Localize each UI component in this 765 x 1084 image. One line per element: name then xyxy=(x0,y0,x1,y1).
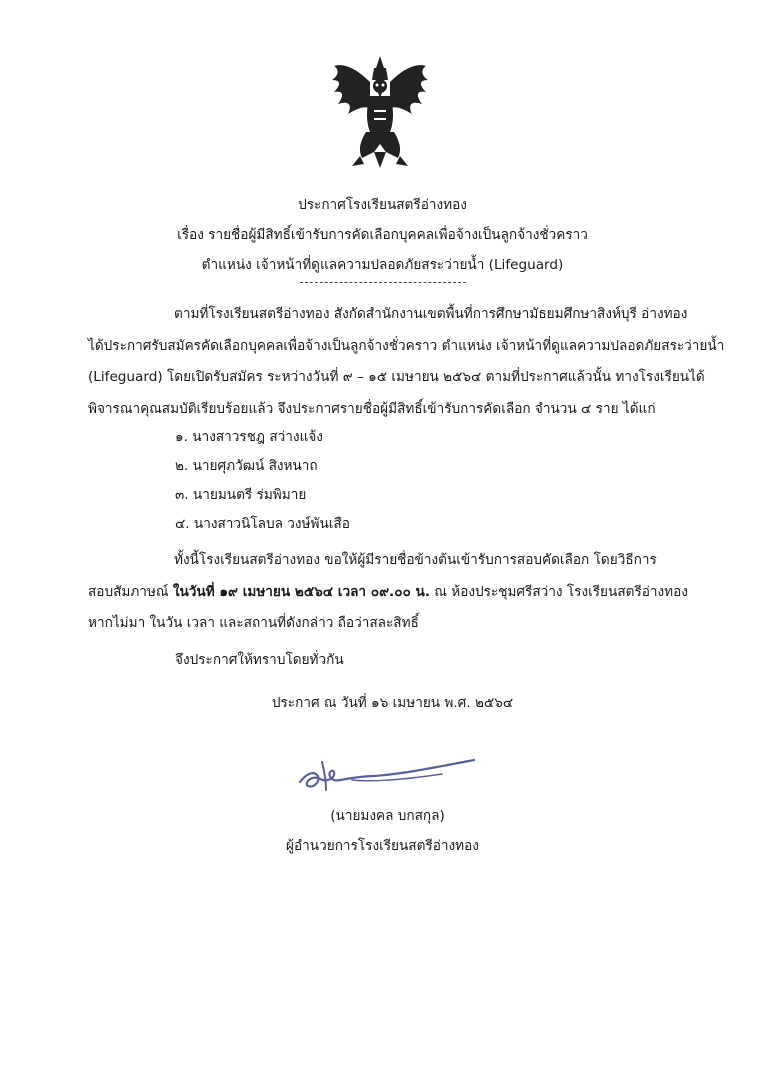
signer-title: ผู้อำนวยการโรงเรียนสตรีอ่างทอง xyxy=(286,838,479,854)
position-line: ตำแหน่ง เจ้าหน้าที่ดูแลความปลอดภัยสระว่ายน้ำ (Lifeguard) xyxy=(201,257,564,273)
announce-text: จึงประกาศให้ทราบโดยทั่วกัน xyxy=(175,652,344,668)
intro-line: (Lifeguard) โดยเปิดรับสมัคร ระหว่างวันที่ ๙ – ๑๕ เมษายน ๒๕๖๔ ตามที่ประกาศแล้วนั้น ทางโรงเรียนได้ xyxy=(88,369,705,385)
list-item: ๔. นางสาวนิโลบล วงษ์พันเสือ xyxy=(175,516,350,532)
signer-name: (นายมงคล บกสกุล) xyxy=(330,808,445,824)
list-item: ๑. นางสาวรชฎ สว่างแจ้ง xyxy=(175,429,323,445)
signature-mark xyxy=(292,752,477,800)
exam-line-prefix: สอบสัมภาษณ์ xyxy=(88,583,173,600)
candidate-list xyxy=(175,423,350,539)
exam-line xyxy=(88,577,688,609)
intro-line: พิจารณาคุณสมบัติเรียบร้อยแล้ว จึงประกาศรายชื่อผู้มีสิทธิ์เข้ารับการคัดเลือก จำนวน ๔ ราย ได้แก่ xyxy=(88,400,656,417)
list-item: ๒. นายศุภวัฒน์ สิงหนาถ xyxy=(175,458,318,474)
exam-line: ทั้งนี้โรงเรียนสตรีอ่างทอง ขอให้ผู้มีรายชื่อข้างต้นเข้ารับการสอบคัดเลือก โดยวิธีการ xyxy=(174,552,657,568)
intro-line: ตามที่โรงเรียนสตรีอ่างทอง สังกัดสำนักงานเขตพื้นที่การศึกษามัธยมศึกษาสิงห์บุรี อ่างทอง xyxy=(174,306,688,322)
garuda-emblem-icon xyxy=(330,52,430,170)
exam-paragraph xyxy=(88,545,688,640)
intro-paragraph xyxy=(88,299,725,425)
announcement-date: ประกาศ ณ วันที่ ๑๖ เมษายน พ.ศ. ๒๕๖๔ xyxy=(271,695,514,711)
exam-line-suffix: ณ ห้องประชุมศรีสว่าง โรงเรียนสตรีอ่างทอง xyxy=(429,583,688,600)
list-item: ๓. นายมนตรี ร่มพิมาย xyxy=(175,487,307,503)
exam-datetime: ในวันที่ ๑๙ เมษายน ๒๕๖๔ เวลา ๐๙.๐๐ น. xyxy=(172,583,430,600)
announcement-heading: ประกาศโรงเรียนสตรีอ่างทอง xyxy=(298,197,467,213)
intro-line: ได้ประกาศรับสมัครคัดเลือกบุคคลเพื่อจ้างเป็นลูกจ้างชั่วคราว ตำแหน่ง เจ้าหน้าที่ดูแลความปลอดภัยสระว่ายน้ำ xyxy=(88,337,725,354)
exam-line: หากไม่มา ในวัน เวลา และสถานที่ดังกล่าว ถือว่าสละสิทธิ์ xyxy=(88,615,419,631)
subject-line: เรื่อง รายชื่อผู้มีสิทธิ์เข้ารับการคัดเลือกบุคคลเพื่อจ้างเป็นลูกจ้างชั่วคราว xyxy=(177,227,588,243)
divider xyxy=(300,282,466,283)
